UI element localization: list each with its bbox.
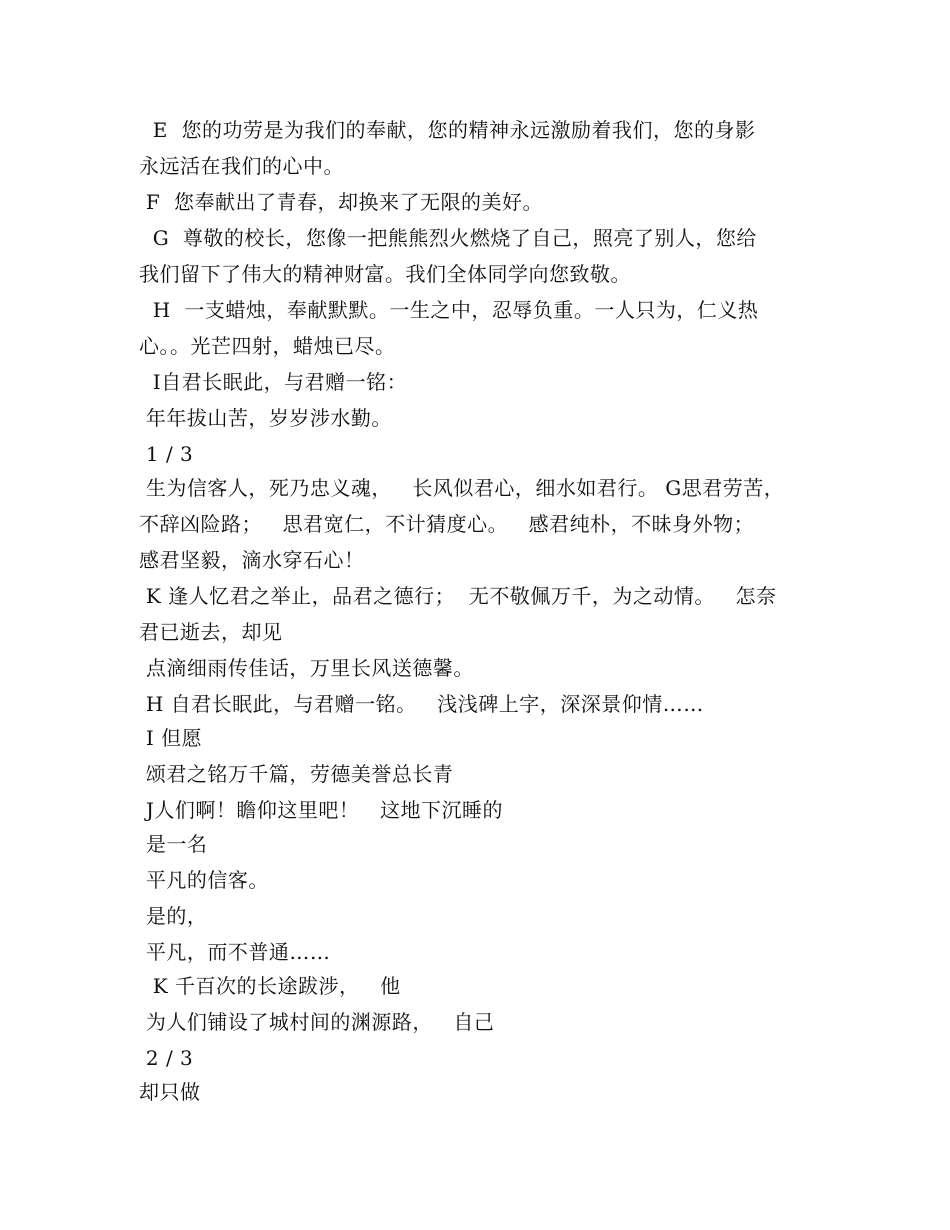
verse-line-2: 不辞凶险路； 思君宽仁，不计猜度心。 感君纯朴，不昧身外物； — [139, 512, 755, 536]
paragraph-k-line-3: 点滴细雨传佳话，万里长风送德馨。 — [139, 656, 474, 680]
paragraph-f: F 您奉献出了青春，却换来了无限的美好。 — [139, 190, 543, 214]
paragraph-k2-line-3: 却只做 — [139, 1080, 201, 1104]
paragraph-j-line-1: J人们啊！瞻仰这里吧！ 这地下沉睡的 — [139, 798, 503, 822]
page-number-2: 2 / 3 — [139, 1046, 194, 1070]
verse-line-1: 生为信客人，死乃忠义魂， 长风似君心，细水如君行。 G思君劳苦， — [139, 476, 785, 500]
paragraph-g-line-1: G 尊敬的校长，您像一把熊熊烈火燃烧了自己，照亮了别人，您给 — [139, 226, 757, 250]
paragraph-g-line-2: 我们留下了伟大的精神财富。我们全体同学向您致敬。 — [139, 262, 631, 286]
paragraph-i2-line-1: I 但愿 — [139, 726, 203, 750]
paragraph-k2-line-2: 为人们铺设了城村间的渊源路， 自己 — [139, 1010, 495, 1034]
paragraph-j-line-4: 是的， — [139, 904, 208, 928]
paragraph-h-line-1: H 一支蜡烛，奉献默默。一生之中，忍辱负重。一人只为，仁义热 — [139, 298, 759, 322]
paragraph-e-line-1: E 您的功劳是为我们的奉献，您的精神永远激励着我们，您的身影 — [139, 118, 756, 142]
verse-line-3: 感君坚毅，滴水穿石心！ — [139, 548, 365, 572]
paragraph-k-line-2: 君已逝去，却见 — [139, 620, 283, 644]
paragraph-i-line-2: 年年拔山苦，岁岁涉水勤。 — [139, 406, 392, 430]
paragraph-h2: H 自君长眠此，与君赠一铭。 浅浅碑上字，深深景仰情…… — [139, 692, 704, 716]
paragraph-i-line-1: I自君长眠此，与君赠一铭： — [139, 370, 408, 394]
paragraph-j-line-2: 是一名 — [139, 832, 208, 856]
paragraph-j-line-5: 平凡，而不普通…… — [139, 940, 331, 964]
paragraph-h-line-2: 心。。光芒四射，蜡烛已尽。 — [139, 334, 396, 358]
page-number-1: 1 / 3 — [139, 442, 194, 466]
paragraph-k-line-1: K 逢人忆君之举止，品君之德行； 无不敬佩万千，为之动情。 怎奈 — [139, 584, 777, 608]
paragraph-e-line-2: 永远活在我们的心中。 — [139, 154, 344, 178]
paragraph-i2-line-2: 颂君之铭万千篇，劳德美誉总长青 — [139, 762, 454, 786]
paragraph-j-line-3: 平凡的信客。 — [139, 868, 269, 892]
paragraph-k2-line-1: K 千百次的长途跋涉， 他 — [139, 974, 401, 998]
